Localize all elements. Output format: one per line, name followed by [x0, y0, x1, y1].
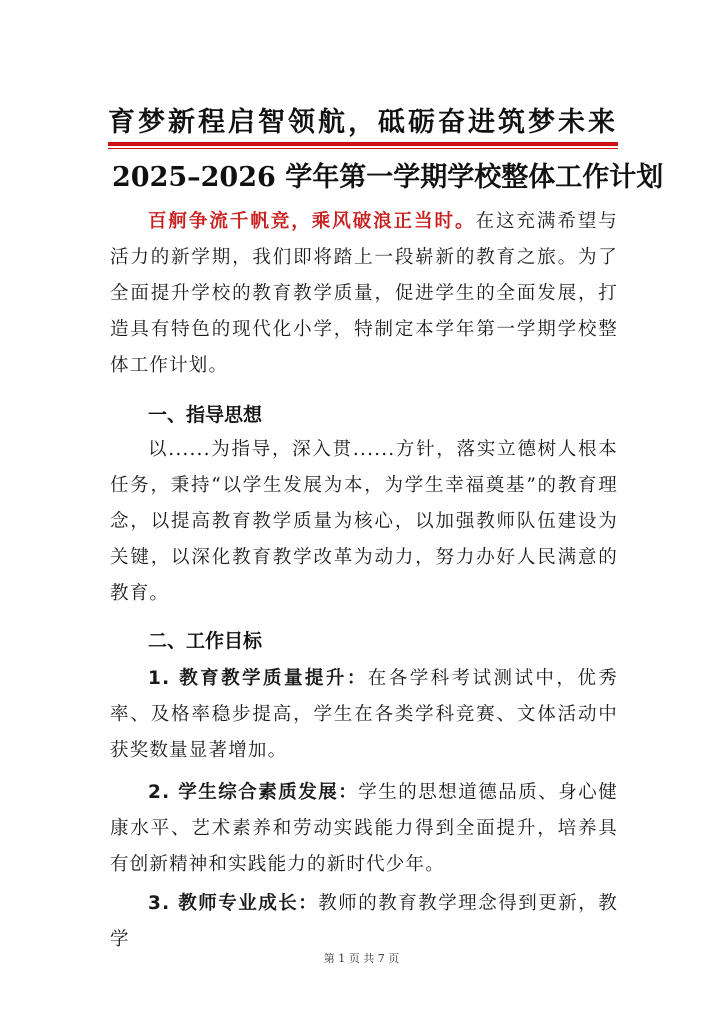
goal-item-2-lead: 2. 学生综合素质发展：	[148, 782, 359, 803]
goal-item-3	[110, 886, 618, 958]
intro-lead: 百舸争流千帆竞，乘风破浪正当时。	[148, 211, 476, 232]
section1-paragraph: 以......为指导，深入贯......方针，落实立德树人根本任务，秉持“以学生发展为本，为学生幸福奠基”的教育理念，以提高教育教学质量为核心，以加强教师队伍建设为关键，以深化教育教学改革为动力，努力办好人民满意的教育。	[110, 439, 618, 604]
section1-heading: 一、指导思想	[148, 404, 263, 426]
title-rule-thin	[108, 148, 618, 149]
title-rule-thick	[108, 142, 618, 146]
goal-item-2-text: 学生的思想道德品质、身心健康水平、艺术素养和劳动实践能力得到全面提升，培养具有创新精神和实践能力的新时代少年。	[110, 782, 618, 875]
goal-item-3-text: 教师的教育教学理念得到更新，教学	[110, 893, 618, 950]
goal-item-3-lead: 3. 教师专业成长：	[148, 893, 319, 914]
goal-item-1-text: 在各学科考试测试中，优秀率、及格率稳步提高，学生在各类学科竞赛、文体活动中获奖数量显著增加。	[110, 668, 618, 761]
goal-item-1	[110, 661, 618, 769]
section2-heading: 二、工作目标	[148, 630, 263, 652]
goal-item-1-lead: 1. 教育教学质量提升：	[148, 668, 368, 689]
page-footer: 第 1 页 共 7 页	[323, 952, 400, 965]
intro-paragraph	[110, 204, 618, 384]
intro-text: 在这充满希望与活力的新学期，我们即将踏上一段崭新的教育之旅。为了全面提升学校的教育教学质量，促进学生的全面发展，打造具有特色的现代化小学，特制定本学年第一学期学校整体工作计划。	[110, 211, 619, 376]
goal-item-2	[110, 775, 618, 883]
sub-title: 2025–2026 学年第一学期学校整体工作计划	[112, 162, 664, 193]
main-title: 育梦新程启智领航，砥砺奋进筑梦未来	[108, 107, 618, 138]
